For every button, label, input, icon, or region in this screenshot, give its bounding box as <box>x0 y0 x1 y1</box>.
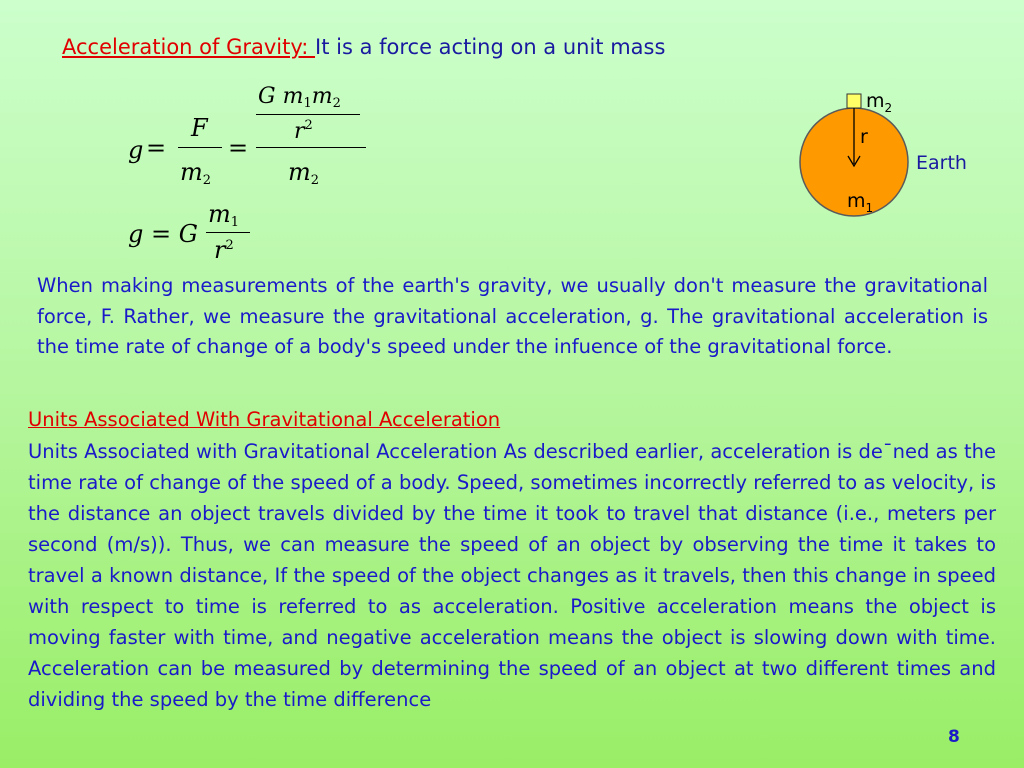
eq1-equals-1: = <box>146 134 167 162</box>
eq1-inner-fraction-bar <box>256 114 360 115</box>
page-number: 8 <box>948 727 960 747</box>
heading-text: It is a force acting on a unit mass <box>315 35 666 59</box>
heading-label: Acceleration of Gravity: <box>62 35 316 59</box>
eq1-equals-2: = <box>228 134 249 162</box>
label-r: r <box>860 126 868 148</box>
slide-heading <box>62 34 665 60</box>
eq1-fraction-bar-1 <box>178 147 222 148</box>
eq1-numerator-F: F <box>191 114 208 142</box>
eq1-denominator-m: $m_2$ <box>180 158 212 188</box>
equation-gravity-simple <box>128 200 268 270</box>
units-heading: Units Associated With Gravitational Acceleration <box>28 408 501 431</box>
paragraph-units: Units Associated with Gravitational Acceleration As described earlier, acceleration is de¯ned as the time rate of change of the speed of a body. Speed, sometimes incorrectly referred to as velocity, is the distance an object travels divided by the time it took to travel that distance (i.e., meters per second (m/s)). Thus, we can measure the speed of an object by observing the time it takes to travel a known distance, If the speed of the object changes as it travels, then this change in speed with respect to time is referred to as acceleration. Positive acceleration means the object is moving faster with time, and negative acceleration means the object is slowing down with time. Acceleration can be measured by determining the speed of an object at two different times and dividing the speed by the time difference <box>28 440 996 711</box>
earth-diagram-svg <box>790 80 1000 230</box>
label-earth: Earth <box>916 152 967 174</box>
eq1-inner-numerator: G $m_1m_2$ <box>258 84 341 111</box>
eq1-inner-denominator: $r^2$ <box>294 118 313 144</box>
eq1-outer-denominator: $m_2$ <box>288 158 320 188</box>
label-m2: $m_2$ <box>866 90 893 115</box>
eq2-numerator: $m_1$ <box>208 200 240 230</box>
earth-diagram <box>790 80 1000 230</box>
eq1-g: g <box>128 136 144 164</box>
small-mass-square <box>847 94 861 108</box>
eq2-lhs: g = G <box>128 220 198 248</box>
paragraph-measurements: When making measurements of the earth's gravity, we usually don't measure the gravitational force, F. Rather, we measure the gravitational acceleration, g. The gravitational acceleration is the time rate of change of a body's speed under the infuence of the gravitational force. <box>37 274 988 358</box>
eq2-fraction-bar <box>206 232 250 233</box>
equation-gravity-derivation <box>128 84 378 194</box>
eq1-fraction-bar-2 <box>256 147 366 148</box>
eq2-denominator: $r^2$ <box>214 236 234 264</box>
label-m1: $m_1$ <box>847 190 874 215</box>
